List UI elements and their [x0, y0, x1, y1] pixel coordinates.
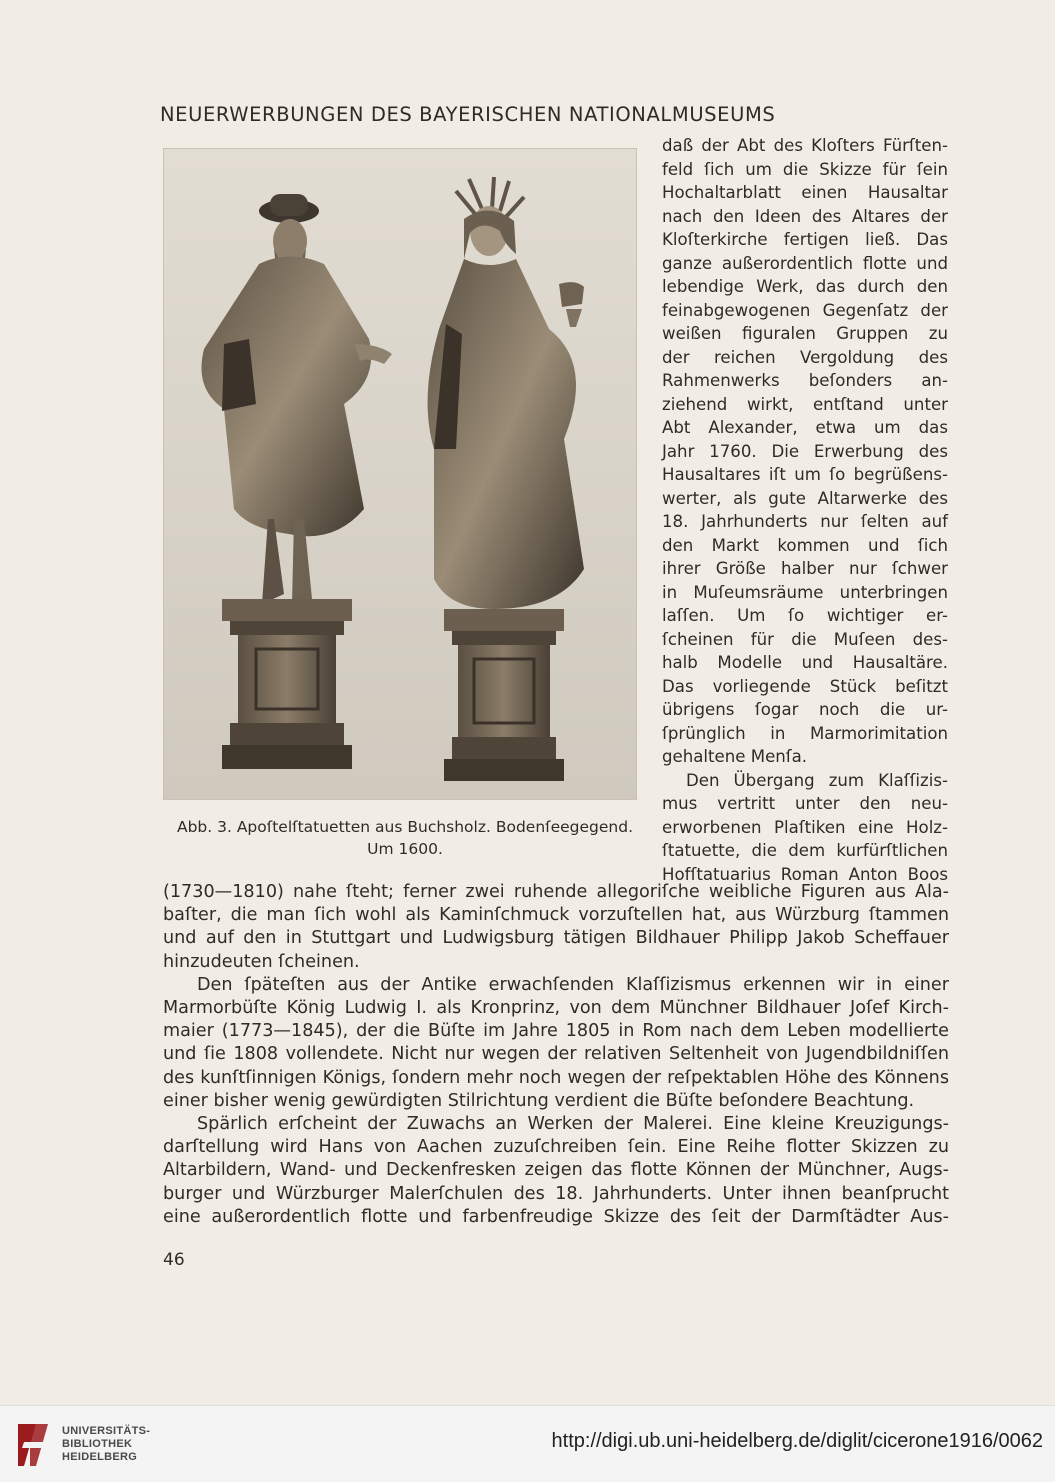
text-line: Kloſterkirche fertigen ließ. Das [662, 230, 948, 249]
text-line: gehaltene Menſa. [662, 747, 808, 766]
text-line: ziehend wirkt, entſtand unter [662, 394, 948, 414]
text-line: Hochaltarblatt einen Hausaltar [662, 183, 948, 202]
text-line: maier (1773—1845), der die Büſte im Jahre 1805 in Rom nach dem Leben modellierte [163, 1021, 949, 1042]
text-line: baſter, die man ſich wohl als Kaminſchmuck vorzuſtellen hat, aus Würzburg ſtammen [163, 905, 949, 926]
text-line: und ſie 1808 vollendete. Nicht nur wegen der relativen Seltenheit von Jugendbildniſſen [163, 1044, 949, 1065]
text-line: 18. Jahrhunderts nur ſelten auf [662, 512, 948, 531]
text-line: der reichen Vergoldung des [662, 347, 948, 367]
caption-line: Abb. 3. Apoſtelſtatuetten aus Buchsholz. Bodenſeegegend. [176, 818, 634, 836]
text-line: Abt Alexander, etwa um das [662, 418, 948, 437]
institution-name[interactable] [62, 1425, 150, 1464]
text-line: nach den Ideen des Altares der [662, 206, 948, 226]
statuettes-image [164, 149, 636, 799]
text-line: feld ſich um die Skizze für ſein [662, 159, 948, 179]
institution-name-line: HEIDELBERG [62, 1451, 138, 1463]
text-line: Das vorliegende Stück beſitzt [662, 676, 948, 696]
text-line: Marmorbüſte König Ludwig I. als Kronprinz, von dem Münchner Bildhauer Joſef Kirch- [163, 998, 949, 1019]
text-line: halb Modelle und Hausaltäre. [662, 653, 948, 672]
text-line: Den Übergang zum Klaſſizis- [686, 770, 948, 790]
text-line: den Markt kommen und ſich [662, 535, 948, 555]
institution-name-line: UNIVERSITÄTS- [62, 1425, 151, 1437]
text-line: eine außerordentlich flotte und farbenfreudige Skizze des ſeit der Darmſtädter Aus- [163, 1206, 949, 1227]
photograph-apostle-statuettes [163, 148, 637, 800]
text-line: Spärlich erſcheint der Zuwachs an Werken der Malerei. Eine kleine Kreuzigungs- [197, 1114, 949, 1135]
text-line: des kunſtſinnigen Königs, ſondern mehr noch wegen der reſpektablen Höhe des Könnens [163, 1067, 949, 1088]
text-line: feinabgewogenen Gegenſatz der [662, 300, 948, 320]
figure-caption [160, 816, 650, 860]
text-line: erworbenen Plaſtiken eine Holz- [662, 817, 948, 837]
text-line: übrigens ſogar noch die ur- [662, 700, 948, 719]
text-line: einer bisher wenig gewürdigten Stilrichtung verdient die Büſte beſondere Beachtung. [163, 1090, 915, 1111]
text-line: burger und Würzburger Malerſchulen des 18. Jahrhunderts. Unter ihnen beanſprucht [163, 1183, 949, 1204]
page-number: 46 [163, 1250, 185, 1270]
running-title: NEUERWERBUNGEN DES BAYERISCHEN NATIONALMUSEUMS [160, 103, 776, 126]
university-library-logo-icon[interactable] [14, 1420, 52, 1470]
institution-name-line: BIBLIOTHEK [62, 1438, 133, 1450]
text-line: ſtatuette, die dem kurfürſtlichen [662, 841, 948, 860]
text-line: ſprünglich in Marmorimitation [662, 723, 948, 743]
text-line: darſtellung wird Hans von Aachen zuzuſchreiben ſein. Eine Reihe flotter Skizzen zu [163, 1137, 949, 1158]
permalink-url[interactable]: http://digi.ub.uni-heidelberg.de/diglit/cicerone1916/0062 [551, 1430, 1043, 1452]
text-line: daß der Abt des Kloſters Fürſten- [662, 136, 948, 155]
text-line: Hausaltares iſt um ſo begrüßens- [662, 465, 948, 484]
text-line: mus vertritt unter den neu- [662, 794, 948, 813]
text-line: ſcheinen für die Muſeen des- [662, 629, 948, 649]
text-line: in Muſeumsräume unterbringen [662, 582, 948, 602]
text-line: Altarbildern, Wand- und Deckenfresken zeigen das flotte Können der Münchner, Augs- [163, 1160, 949, 1181]
text-line: Rahmenwerks beſonders an- [662, 371, 948, 390]
right-column-text [662, 134, 948, 886]
text-line: werter, als gute Altarwerke des [662, 488, 948, 508]
text-line: hinzudeuten ſcheinen. [163, 951, 360, 972]
text-line: ihrer Größe halber nur ſchwer [662, 559, 948, 578]
body-text [163, 881, 949, 1229]
text-line: lebendige Werk, das durch den [662, 277, 948, 296]
text-line: Jahr 1760. Die Erwerbung des [662, 441, 948, 461]
text-line: Den ſpäteſten aus der Antike erwachſenden Klaſſizismus erkennen wir in einer [197, 974, 949, 995]
text-line: (1730—1810) nahe ſteht; ferner zwei ruhende allegoriſche weibliche Figuren aus Ala- [163, 882, 949, 902]
text-line: und auf den in Stuttgart und Ludwigsburg tätigen Bildhauer Philipp Jakob Scheffauer [163, 928, 949, 949]
viewer-footer [0, 1405, 1055, 1482]
text-line: ganze außerordentlich flotte und [662, 253, 948, 273]
text-line: Hofſtatuarius Roman Anton Boos [662, 864, 948, 884]
caption-line: Um 1600. [367, 840, 443, 858]
text-line: weißen figuralen Gruppen zu [662, 324, 948, 343]
text-line: laſſen. Um ſo wichtiger er- [662, 606, 948, 625]
